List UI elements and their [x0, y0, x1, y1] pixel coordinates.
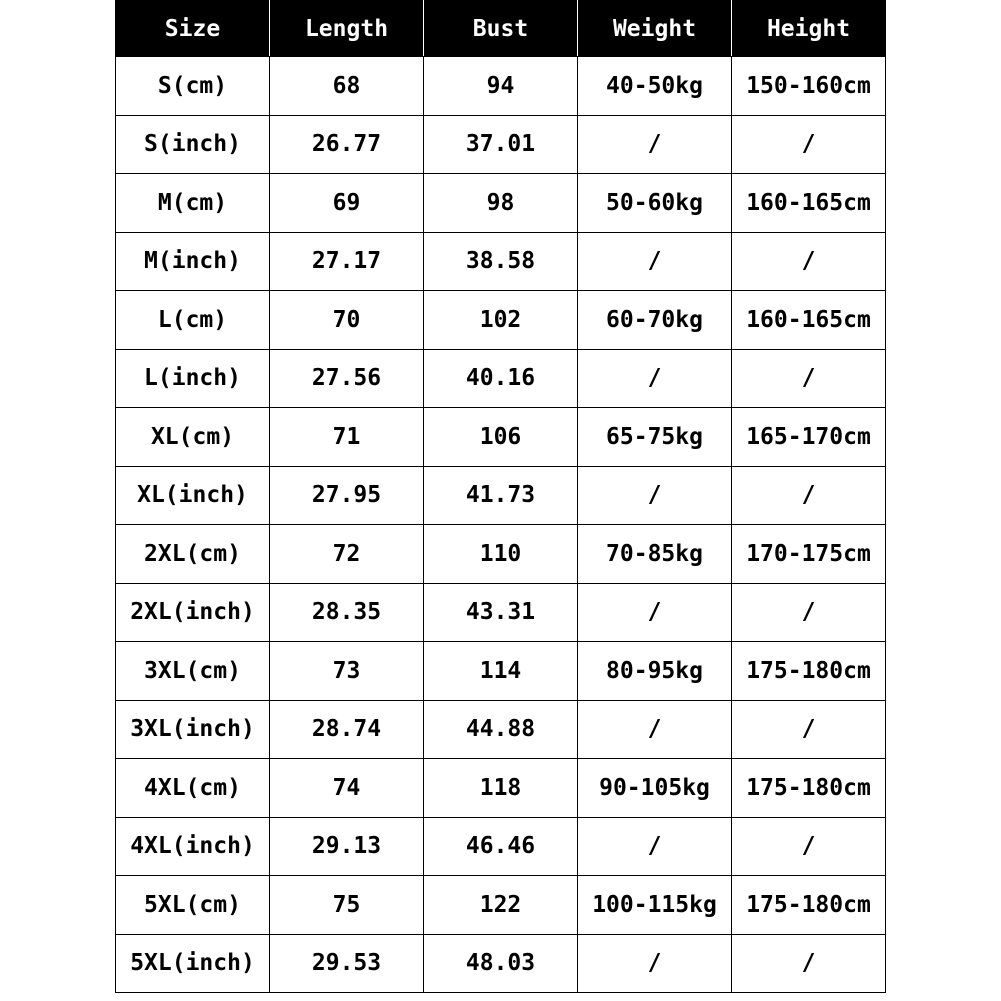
cell-weight: / [578, 232, 732, 291]
cell-length: 71 [270, 408, 424, 467]
cell-length: 69 [270, 174, 424, 233]
cell-weight: 70-85kg [578, 525, 732, 584]
cell-height: 170-175cm [732, 525, 886, 584]
cell-length: 28.74 [270, 700, 424, 759]
table-row [116, 57, 886, 116]
table-row [116, 525, 886, 584]
cell-weight: / [578, 700, 732, 759]
cell-bust: 114 [424, 642, 578, 701]
cell-size: L(inch) [116, 349, 270, 408]
cell-size: M(cm) [116, 174, 270, 233]
cell-length: 68 [270, 57, 424, 116]
cell-bust: 122 [424, 876, 578, 935]
cell-height: / [732, 115, 886, 174]
cell-height: 160-165cm [732, 291, 886, 350]
cell-size: L(cm) [116, 291, 270, 350]
cell-height: / [732, 583, 886, 642]
cell-height: 150-160cm [732, 57, 886, 116]
cell-bust: 46.46 [424, 817, 578, 876]
table-row [116, 408, 886, 467]
table-row [116, 466, 886, 525]
cell-height: 160-165cm [732, 174, 886, 233]
table-body [116, 57, 886, 993]
cell-height: / [732, 232, 886, 291]
table-row [116, 349, 886, 408]
cell-size: XL(cm) [116, 408, 270, 467]
cell-bust: 38.58 [424, 232, 578, 291]
header-height: Height [732, 1, 886, 57]
cell-height: 175-180cm [732, 642, 886, 701]
cell-bust: 48.03 [424, 934, 578, 993]
cell-length: 75 [270, 876, 424, 935]
cell-bust: 118 [424, 759, 578, 818]
cell-weight: 90-105kg [578, 759, 732, 818]
cell-length: 70 [270, 291, 424, 350]
cell-size: S(cm) [116, 57, 270, 116]
cell-height: / [732, 817, 886, 876]
cell-weight: 60-70kg [578, 291, 732, 350]
header-bust: Bust [424, 1, 578, 57]
cell-weight: / [578, 583, 732, 642]
cell-height: / [732, 934, 886, 993]
table-row [116, 291, 886, 350]
cell-length: 29.13 [270, 817, 424, 876]
cell-size: 5XL(cm) [116, 876, 270, 935]
table-row [116, 115, 886, 174]
cell-size: 3XL(cm) [116, 642, 270, 701]
table-row [116, 642, 886, 701]
cell-bust: 37.01 [424, 115, 578, 174]
cell-length: 29.53 [270, 934, 424, 993]
cell-length: 73 [270, 642, 424, 701]
cell-size: 4XL(cm) [116, 759, 270, 818]
size-chart-table [115, 0, 886, 993]
cell-length: 28.35 [270, 583, 424, 642]
cell-size: 5XL(inch) [116, 934, 270, 993]
cell-weight: 50-60kg [578, 174, 732, 233]
table-header [116, 1, 886, 57]
cell-bust: 94 [424, 57, 578, 116]
cell-bust: 102 [424, 291, 578, 350]
cell-length: 27.95 [270, 466, 424, 525]
cell-bust: 98 [424, 174, 578, 233]
table-row [116, 174, 886, 233]
cell-weight: / [578, 349, 732, 408]
cell-height: 165-170cm [732, 408, 886, 467]
cell-weight: / [578, 115, 732, 174]
cell-weight: / [578, 817, 732, 876]
cell-length: 72 [270, 525, 424, 584]
header-length: Length [270, 1, 424, 57]
table-row [116, 583, 886, 642]
table-row [116, 934, 886, 993]
cell-bust: 40.16 [424, 349, 578, 408]
cell-size: 2XL(inch) [116, 583, 270, 642]
cell-height: / [732, 349, 886, 408]
cell-height: 175-180cm [732, 876, 886, 935]
cell-weight: 40-50kg [578, 57, 732, 116]
cell-bust: 44.88 [424, 700, 578, 759]
cell-bust: 106 [424, 408, 578, 467]
cell-weight: 80-95kg [578, 642, 732, 701]
cell-size: 2XL(cm) [116, 525, 270, 584]
cell-size: XL(inch) [116, 466, 270, 525]
cell-length: 27.56 [270, 349, 424, 408]
cell-size: 3XL(inch) [116, 700, 270, 759]
cell-length: 27.17 [270, 232, 424, 291]
cell-weight: / [578, 466, 732, 525]
table-row [116, 232, 886, 291]
table-row [116, 759, 886, 818]
cell-size: M(inch) [116, 232, 270, 291]
cell-length: 74 [270, 759, 424, 818]
cell-height: 175-180cm [732, 759, 886, 818]
cell-size: 4XL(inch) [116, 817, 270, 876]
cell-weight: 100-115kg [578, 876, 732, 935]
cell-bust: 110 [424, 525, 578, 584]
cell-height: / [732, 466, 886, 525]
cell-height: / [732, 700, 886, 759]
cell-length: 26.77 [270, 115, 424, 174]
table-row [116, 876, 886, 935]
header-row [116, 1, 886, 57]
cell-weight: 65-75kg [578, 408, 732, 467]
cell-size: S(inch) [116, 115, 270, 174]
cell-bust: 43.31 [424, 583, 578, 642]
table-row [116, 700, 886, 759]
header-size: Size [116, 1, 270, 57]
cell-weight: / [578, 934, 732, 993]
table-row [116, 817, 886, 876]
cell-bust: 41.73 [424, 466, 578, 525]
header-weight: Weight [578, 1, 732, 57]
